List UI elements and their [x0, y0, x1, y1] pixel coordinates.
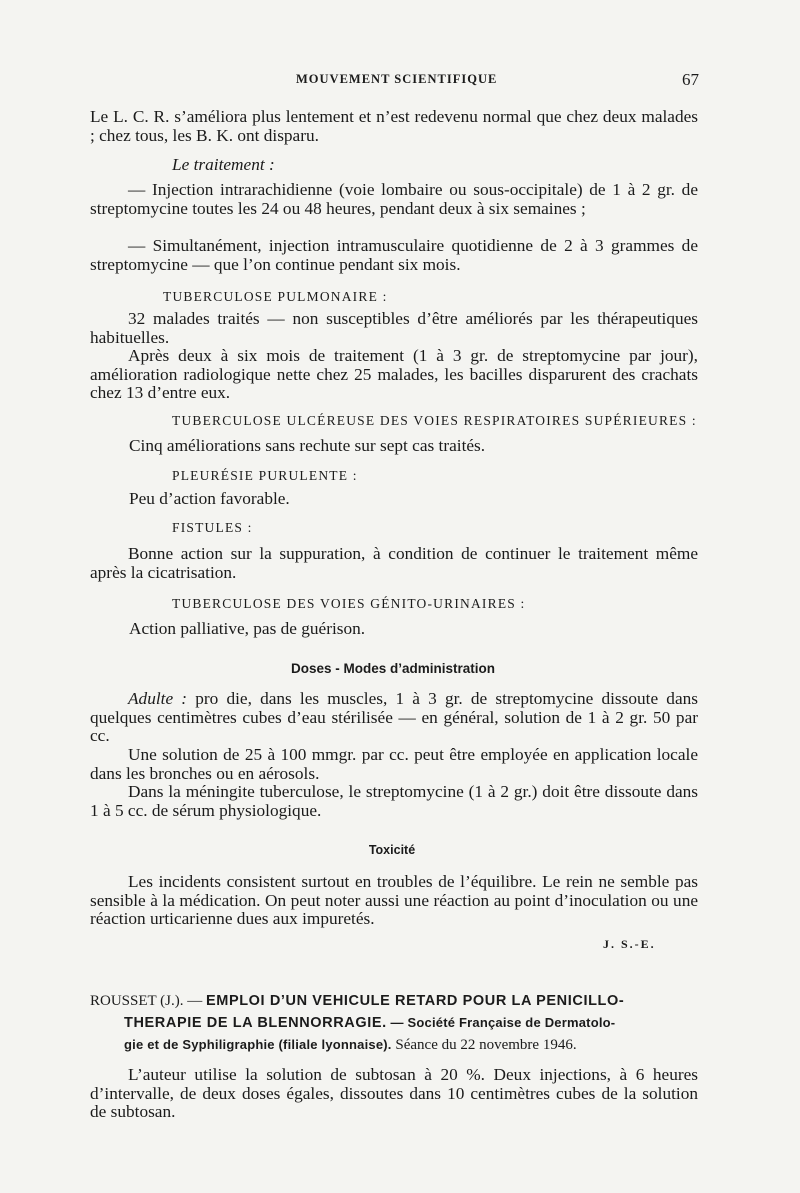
pleuresie-text: Peu d’action favorable. [129, 489, 290, 508]
reference-title-1: EMPLOI D’UN VEHICULE RETARD POUR LA PENICILLO- [206, 993, 625, 1009]
toxicite-paragraph: Les incidents consistent surtout en troubles de l’équilibre. Le rein ne semble pas sensible à la médication. On peut noter aussi une réaction au point d’inoculation ou une réaction urticarienne dues aux impuretés. [90, 872, 698, 929]
section-heading-ulcereuse: TUBERCULOSE ULCÉREUSE DES VOIES RESPIRATOIRES SUPÉRIEURES : [172, 413, 697, 428]
section-heading-pleuresie: PLEURÉSIE PURULENTE : [172, 468, 358, 483]
pulmonaire-text-1: 32 malades traités — non susceptibles d’être améliorés par les thérapeutiques habituelles. [90, 309, 698, 347]
reference-author: ROUSSET (J.). — [90, 993, 203, 1009]
adulte-label: Adulte : [128, 689, 188, 708]
traitement-heading: Le traitement : [172, 155, 275, 174]
fistules-text: Bonne action sur la suppuration, à condition de continuer le traitement même après la cicatrisation. [90, 544, 698, 582]
signature: J. S.-E. [603, 937, 656, 951]
toxicite-heading: Toxicité [368, 843, 416, 857]
reference-seance: Séance du 22 novembre 1946. [395, 1037, 577, 1053]
doses-paragraph-2: Une solution de 25 à 100 mmgr. par cc. peut être employée en application locale dans les bronches ou en aérosols. [90, 745, 698, 783]
section-heading-genito-urinaires: TUBERCULOSE DES VOIES GÉNITO-URINAIRES : [172, 596, 526, 611]
traitement-item-1: — Injection intrarachidienne (voie lombaire ou sous-occipitale) de 1 à 2 gr. de streptomycine toutes les 24 ou 48 heures, pendant deux à six semaines ; [90, 180, 698, 218]
running-header: MOUVEMENT SCIENTIFIQUE [296, 72, 498, 86]
section-heading-fistules: FISTULES : [172, 520, 253, 535]
reference-society-2: gie et de Syphiligraphie (filiale lyonnaise). [124, 1037, 392, 1052]
bibliographic-reference [90, 990, 700, 1056]
reference-society-1: — Société Française de Dermatolo- [390, 1015, 616, 1030]
intro-paragraph: Le L. C. R. s’améliora plus lentement et n’est redevenu normal que chez deux malades ; chez tous, les B. K. ont disparu. [90, 107, 698, 145]
page-number: 67 [682, 70, 699, 89]
traitement-item-2: — Simultanément, injection intramusculaire quotidienne de 2 à 3 grammes de streptomycine — que l’on continue pendant six mois. [90, 236, 698, 274]
reference-line-3 [90, 1034, 700, 1056]
pulmonaire-text-2: Après deux à six mois de traitement (1 à 3 gr. de streptomycine par jour), amélioration radiologique nette chez 25 malades, les bacilles disparurent des crachats chez 13 d’entre eux. [90, 346, 698, 403]
ulcereuse-text: Cinq améliorations sans rechute sur sept cas traités. [129, 436, 486, 455]
doses-paragraph-1 [90, 690, 698, 746]
doses-paragraph-3: Dans la méningite tuberculose, le streptomycine (1 à 2 gr.) doit être dissoute dans 1 à 5 cc. de sérum physiologique. [90, 782, 698, 820]
section-heading-pulmonaire: TUBERCULOSE PULMONAIRE : [163, 289, 388, 304]
closing-paragraph: L’auteur utilise la solution de subtosan à 20 %. Deux injections, à 6 heures d’intervalle, de deux doses égales, dissoutes dans 10 centimètres cubes de la solution de subtosan. [90, 1065, 698, 1122]
doses-text-1: pro die, dans les muscles, 1 à 3 gr. de streptomycine dissoute dans quelques centimètres cubes d’eau stérilisée — en général, solution de 1 à 2 gr. 50 par cc. [90, 689, 698, 746]
genito-urinaires-text: Action palliative, pas de guérison. [129, 619, 366, 638]
reference-line-2 [90, 1012, 700, 1034]
doses-heading: Doses - Modes d’administration [290, 661, 496, 676]
reference-title-2: THERAPIE DE LA BLENNORRAGIE. [124, 1015, 387, 1031]
